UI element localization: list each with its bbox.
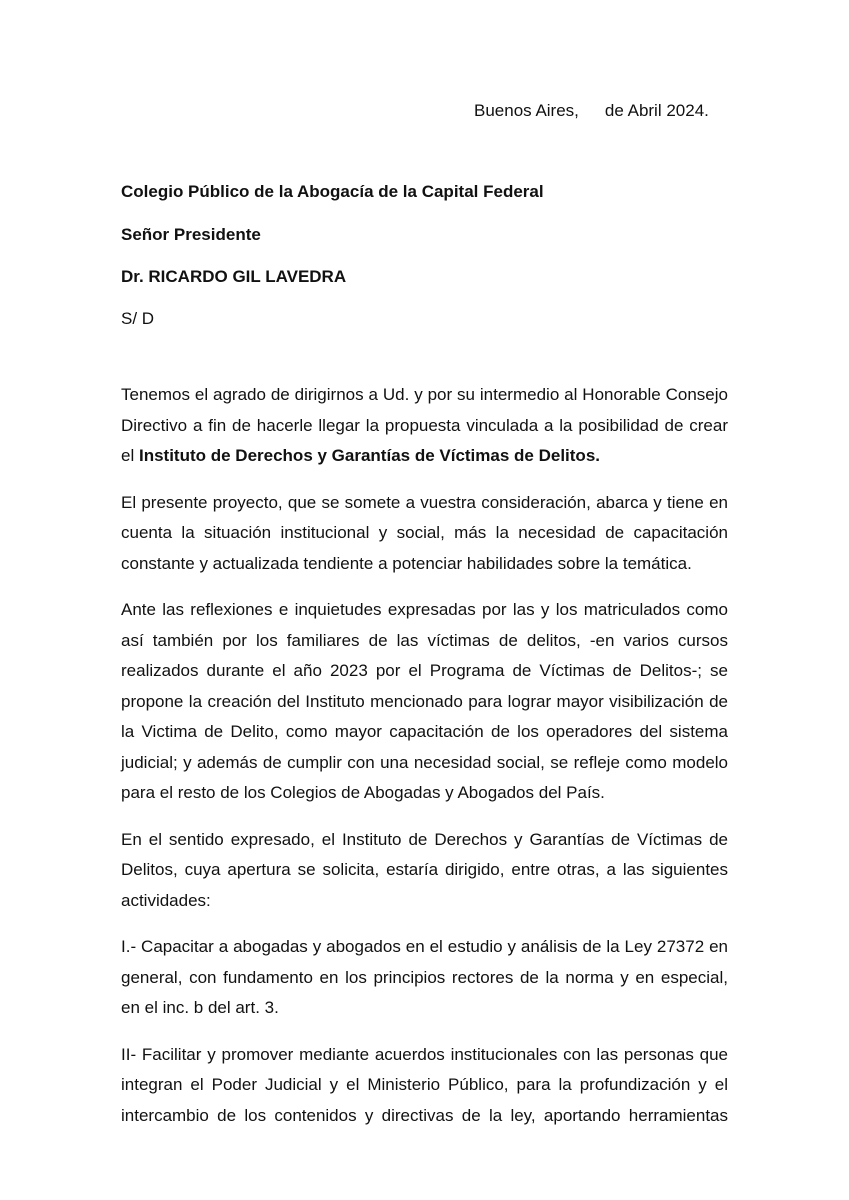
recipient-title: Señor Presidente <box>121 225 261 244</box>
paragraph-1-text: Tenemos el agrado de dirigirnos a Ud. y por su intermedio al Honorable Consejo Directivo a fin de hacerle llegar la propuesta vinculada a la posibilidad de crear el <box>121 385 728 465</box>
recipient-institution: Colegio Público de la Abogacía de la Capital Federal <box>121 182 544 201</box>
date-text: de Abril 2024. <box>604 101 709 120</box>
salutation-sd: S/ D <box>121 309 155 328</box>
paragraph-1 <box>121 380 728 472</box>
paragraph-5: I.- Capacitar a abogadas y abogados en el estudio y análisis de la Ley 27372 en general, con fundamento en los principios rectores de la norma y en especial, en el inc. b del art. 3. <box>121 937 728 1017</box>
paragraph-4: En el sentido expresado, el Instituto de Derechos y Garantías de Víctimas de Delitos, cuya apertura se solicita, estaría dirigido, entre otras, a las siguientes actividades: <box>121 829 728 910</box>
date-line <box>474 101 709 121</box>
recipient-name: Dr. RICARDO GIL LAVEDRA <box>121 267 347 286</box>
paragraph-3: Ante las reflexiones e inquietudes expresadas por las y los matriculados como así también por los familiares de las víctimas de delitos, -en varios cursos realizados durante el año 2023 por el Programa de Víctimas de Delitos-; se propone la creación del Instituto mencionado para lograr mayor visibilización de la Victima de Delito, como mayor capacitación de los operadores del sistema judicial; y además de cumplir con una necesidad social, se refleje como modelo para el resto de los Colegios de Abogadas y Abogados del País. <box>121 600 728 802</box>
city-text: Buenos Aires, <box>474 101 579 120</box>
letter-body <box>121 380 728 1131</box>
institute-name: Instituto de Derechos y Garantías de Víctimas de Delitos. <box>138 446 600 465</box>
paragraph-6: II- Facilitar y promover mediante acuerdos institucionales con las personas que integran el Poder Judicial y el Ministerio Público, para la profundización y el intercambio de los contenidos y directivas de la ley, aportando herramientas <box>121 1044 728 1125</box>
paragraph-2: El presente proyecto, que se somete a vuestra consideración, abarca y tiene en cuenta la situación institucional y social, más la necesidad de capacitación constante y actualizada tendiente a potenciar habilidades sobre la temática. <box>121 492 728 573</box>
